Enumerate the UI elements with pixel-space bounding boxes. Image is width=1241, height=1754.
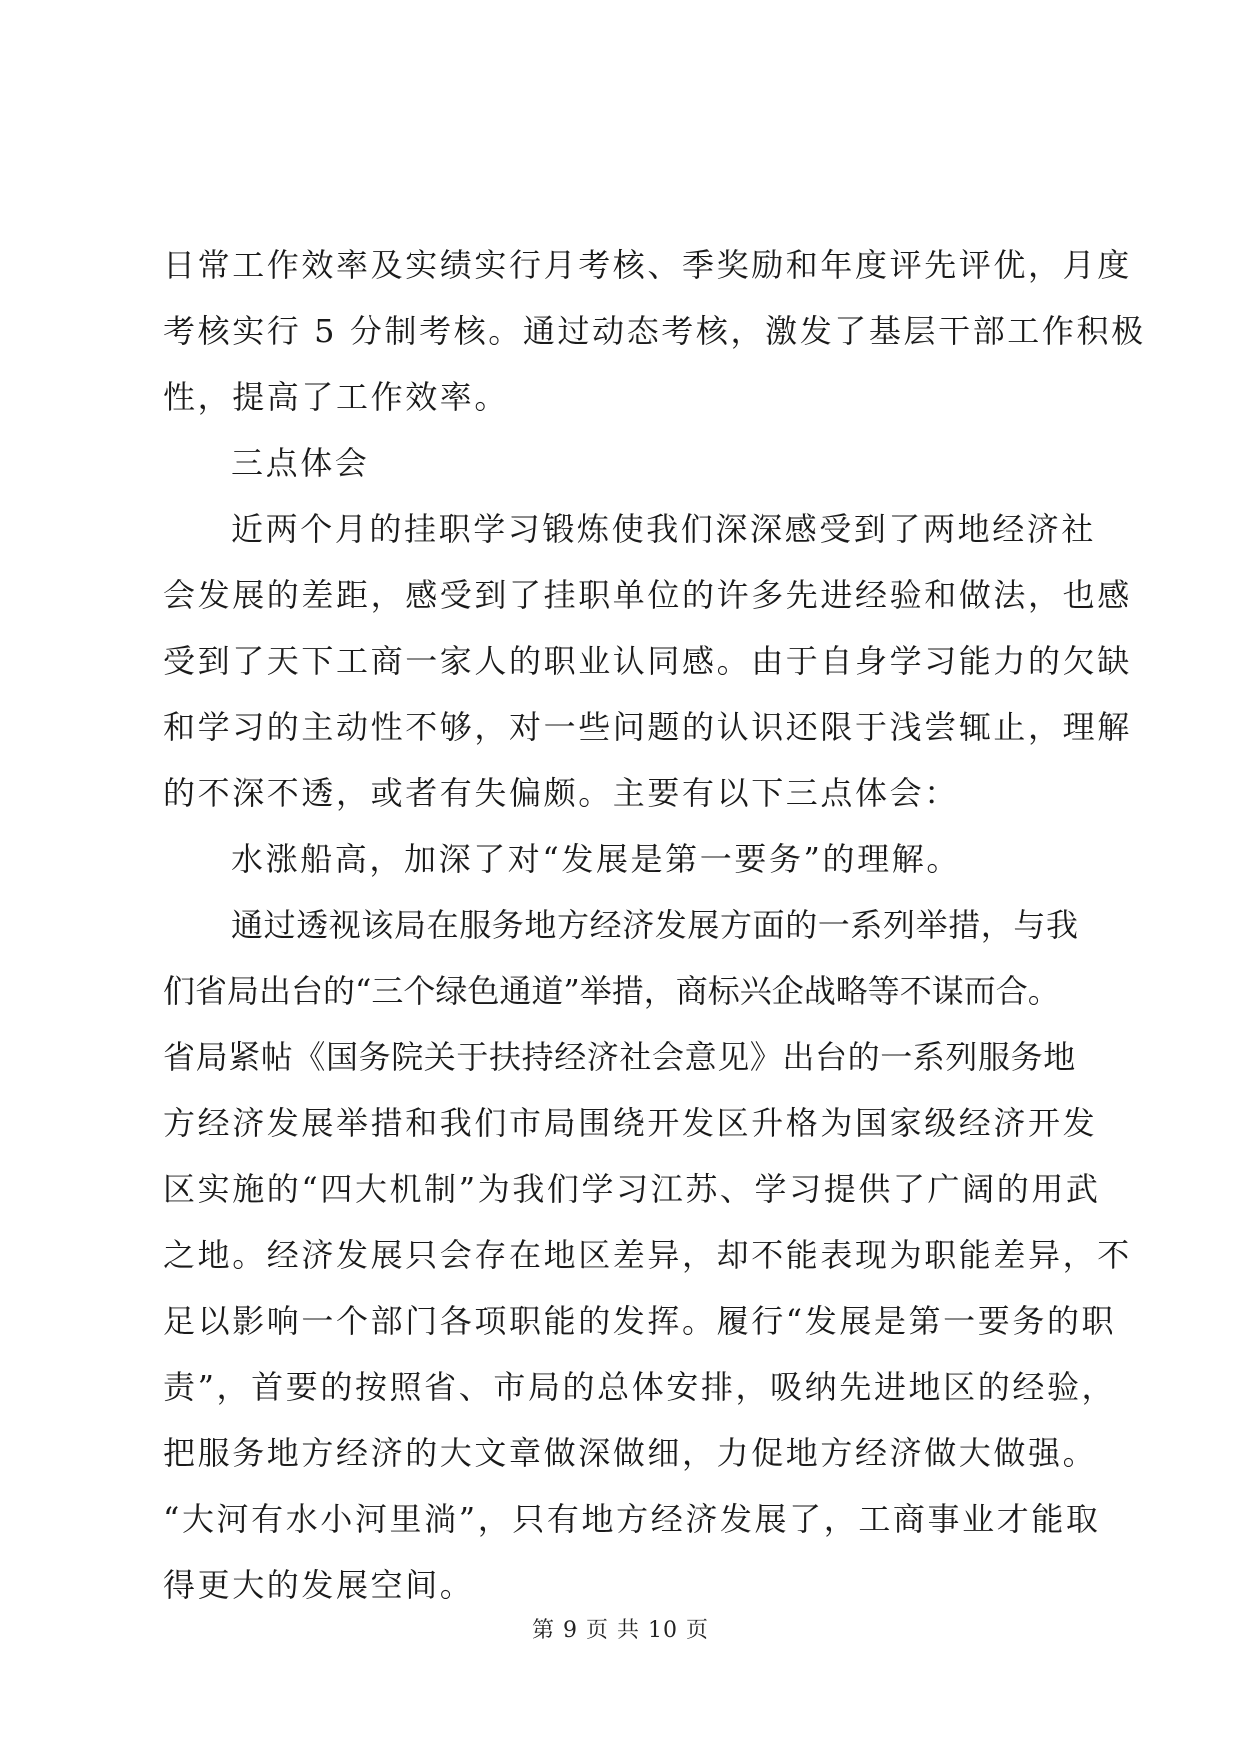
paragraph-line: 和学习的主动性不够，对一些问题的认识还限于浅尝辄止，理解 (163, 708, 1132, 746)
paragraph-line: 区实施的“四大机制”为我们学习江苏、学习提供了广阔的用武 (163, 1170, 1101, 1208)
paragraph-line: 把服务地方经济的大文章做深做细，力促地方经济做大做强。 (163, 1434, 1098, 1472)
paragraph-line: 省局紧帖《国务院关于扶持经济社会意见》出台的一系列服务地 (163, 1038, 1076, 1076)
paragraph-line: “大河有水小河里淌”，只有地方经济发展了，工商事业才能取 (163, 1500, 1101, 1538)
paragraph-line: 受到了天下工商一家人的职业认同感。由于自身学习能力的欠缺 (163, 642, 1132, 680)
paragraph-line: 得更大的发展空间。 (163, 1566, 475, 1604)
paragraph-line: 日常工作效率及实绩实行月考核、季奖励和年度评先评优，月度 (163, 246, 1132, 284)
paragraph-line: 之地。经济发展只会存在地区差异，却不能表现为职能差异，不 (163, 1236, 1132, 1274)
paragraph-line: 考核实行 5 分制考核。通过动态考核，激发了基层干部工作积极 (163, 312, 1146, 350)
subheading-line: 水涨船高，加深了对“发展是第一要务”的理解。 (231, 840, 961, 878)
paragraph-line: 们省局出台的“三个绿色通道”举措，商标兴企战略等不谋而合。 (163, 972, 1060, 1010)
page-number-footer: 第 9 页 共 10 页 (532, 1618, 709, 1643)
paragraph-line: 责”，首要的按照省、市局的总体安排，吸纳先进地区的经验， (163, 1368, 1117, 1406)
paragraph-line: 足以影响一个部门各项职能的发挥。履行“发展是第一要务的职 (163, 1302, 1117, 1340)
paragraph-line: 近两个月的挂职学习锻炼使我们深深感受到了两地经济社 (231, 510, 1097, 548)
paragraph-line: 通过透视该局在服务地方经济发展方面的一系列举措，与我 (231, 906, 1079, 944)
paragraph-line: 方经济发展举措和我们市局围绕开发区升格为国家级经济开发 (163, 1104, 1098, 1142)
paragraph-line: 的不深不透，或者有失偏颇。主要有以下三点体会： (163, 774, 959, 812)
paragraph-line: 会发展的差距，感受到了挂职单位的许多先进经验和做法，也感 (163, 576, 1132, 614)
document-body (163, 232, 1146, 1618)
section-heading: 三点体会 (231, 444, 370, 482)
paragraph-line: 性，提高了工作效率。 (163, 378, 510, 416)
